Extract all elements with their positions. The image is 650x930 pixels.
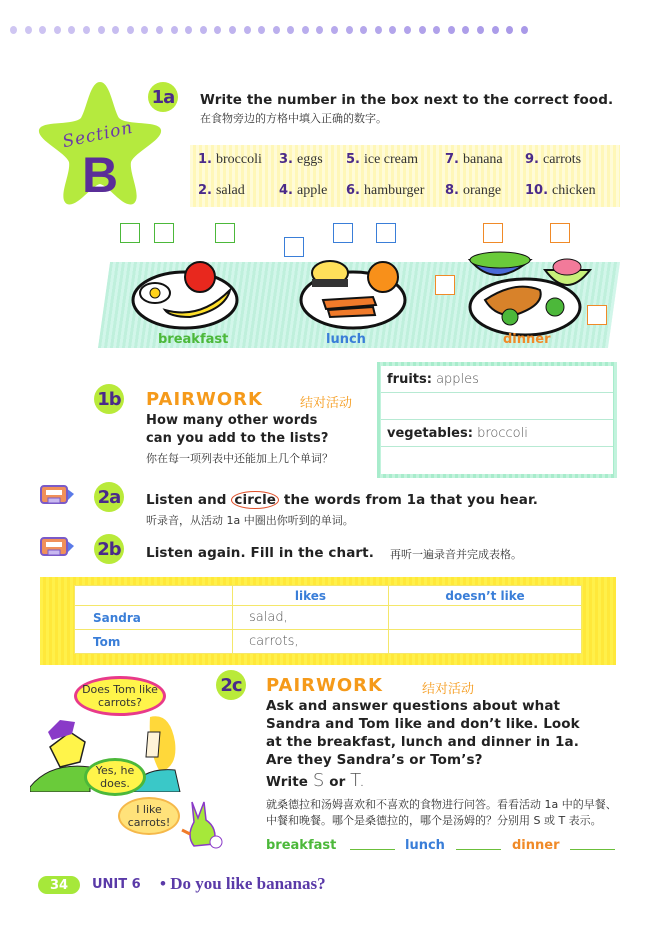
word-item: 9. carrots [525,152,582,167]
lunch-plate-illustration [298,255,408,335]
decorative-dot [316,26,323,34]
speech-bubble-answer: Yes, he does. [84,758,146,796]
ex2c-line-3: at the breakfast, lunch and dinner in 1a. [266,734,579,750]
answer-blank-dinner[interactable] [570,849,615,850]
ex1a-instruction-cn: 在食物旁边的方格中填入正确的数字。 [200,112,387,125]
answer-blank-breakfast[interactable] [350,849,395,850]
decorative-dot [68,26,75,34]
word-item: 7. banana [445,152,503,167]
word-bank [190,145,620,207]
list-row-blank[interactable] [381,393,613,420]
table-row [75,606,582,630]
exercise-badge-2c: 2c [216,670,246,700]
chart-cell-dislikes[interactable] [389,606,582,630]
ex2c-write-line: Write S or T. [266,770,365,791]
chart-header-doesnt-like: doesn’t like [389,586,582,606]
answer-box-dinner-broccoli[interactable] [587,305,607,325]
ex2b-instruction: Listen again. Fill in the chart. [146,545,374,561]
chart-header-likes: likes [233,586,389,606]
list-row-vegetables[interactable]: vegetables: broccoli [381,420,613,447]
ex2c-pairwork-title: PAIRWORK [266,675,383,696]
list-row-blank[interactable] [381,447,613,474]
decorative-dot [127,26,134,34]
answer-box-breakfast-eggs[interactable] [120,223,140,243]
word-item: 10. chicken [525,183,596,198]
answer-blank-lunch[interactable] [456,849,501,850]
rabbit-illustration [180,800,225,850]
decorative-dot [433,26,440,34]
dinner-plate-illustration [455,245,605,340]
decorative-dot [506,26,513,34]
list-row-fruits[interactable]: fruits: apples [381,366,613,393]
ex2c-line-2: Sandra and Tom like and don’t like. Look [266,716,580,732]
word-item: 2. salad [198,183,245,198]
decorative-dot [375,26,382,34]
ex2c-line-1: Ask and answer questions about what [266,698,561,714]
decorative-dot [477,26,484,34]
ex2c-line-4: Are they Sandra’s or Tom’s? [266,752,483,768]
likes-chart-panel [40,577,616,665]
decorative-dot [229,26,236,34]
decorative-dot [244,26,251,34]
decorative-dot [389,26,396,34]
word-item: 3. eggs [279,152,323,167]
decorative-dot [185,26,192,34]
decorative-dot [258,26,265,34]
chart-cell-likes[interactable]: carrots, [233,630,389,654]
word-list-box [377,362,617,478]
decorative-dot [346,26,353,34]
answer-box-dinner-icecream[interactable] [550,223,570,243]
word-item: 4. apple [279,183,328,198]
decorative-dot [448,26,455,34]
chart-row-name: Tom [75,630,233,654]
chart-header-blank [75,586,233,606]
decorative-dot [39,26,46,34]
word-item: 5. ice cream [346,152,418,167]
answer-box-lunch-hamburger[interactable] [333,223,353,243]
ex2a-instruction: Listen and circle the words from 1a that you hear. [146,492,539,508]
decorative-dot [10,26,17,34]
meal-label-breakfast: breakfast [158,332,229,347]
decorative-dot [302,26,309,34]
page-number: 34 [38,876,80,894]
cassette-tape-icon [40,536,74,558]
decorative-dot [156,26,163,34]
ex2c-pairwork-title-cn: 结对活动 [422,682,475,697]
section-label: Section [60,117,135,153]
chart-row-name: Sandra [75,606,233,630]
exercise-badge-1b: 1b [94,384,124,414]
ex2b-instruction-cn: 再听一遍录音并完成表格。 [390,548,522,561]
section-letter: B [82,147,119,203]
decorative-dot [404,26,411,34]
ex1b-instruction-cn: 你在每一项列表中还能加上几个单词？ [146,452,333,465]
answer-box-dinner-salad[interactable] [483,223,503,243]
speech-bubble-question: Does Tom like carrots? [74,676,166,716]
exercise-badge-1a: 1a [148,82,178,112]
breakfast-plate-illustration [130,255,240,335]
ex2a-instruction-cn: 听录音，从活动 1a 中圈出你听到的单词。 [146,514,354,527]
answer-label-breakfast: breakfast [266,838,337,853]
decorative-dot [98,26,105,34]
decorative-dot [273,26,280,34]
decorative-dot [462,26,469,34]
ex1b-line-1: How many other words [146,413,318,428]
answer-label-dinner: dinner [512,838,560,853]
likes-chart-table [74,585,582,654]
decorative-dot [200,26,207,34]
decorative-dot [112,26,119,34]
answer-box-breakfast-banana[interactable] [215,223,235,243]
table-row [75,630,582,654]
unit-title: • Do you like bananas? [160,874,326,893]
decorative-dot [171,26,178,34]
decorative-dot [521,26,528,34]
meal-label-lunch: lunch [326,332,366,347]
ex1a-instruction: Write the number in the box next to the correct food. [200,92,614,108]
meal-label-dinner: dinner [503,332,551,347]
exercise-badge-2b: 2b [94,534,124,564]
answer-box-lunch-carrots[interactable] [284,237,304,257]
decorative-dot [141,26,148,34]
decorative-dot [214,26,221,34]
ex1b-pairwork-title-cn: 结对活动 [300,396,353,411]
answer-box-breakfast-apple[interactable] [154,223,174,243]
decorative-dot [360,26,367,34]
speech-bubble-rabbit: I like carrots! [118,797,180,835]
decorative-dot [419,26,426,34]
word-item: 1. broccoli [198,152,262,167]
decorative-dot [54,26,61,34]
cassette-tape-icon [40,484,74,506]
decorative-dot [25,26,32,34]
ex2c-instruction-cn-1: 就桑德拉和汤姆喜欢和不喜欢的食物进行问答。看看活动 1a 中的早餐、 [266,798,617,811]
exercise-badge-2a: 2a [94,482,124,512]
chart-cell-dislikes[interactable] [389,630,582,654]
circled-word: circle [231,491,279,509]
answer-box-dinner-chicken[interactable] [435,275,455,295]
ex1b-line-2: can you add to the lists? [146,431,329,446]
answer-label-lunch: lunch [405,838,445,853]
word-item: 6. hamburger [346,183,425,198]
decorative-dot [492,26,499,34]
chart-cell-likes[interactable]: salad, [233,606,389,630]
decorative-dot [83,26,90,34]
ex1b-pairwork-title: PAIRWORK [146,389,263,410]
decorative-dot [287,26,294,34]
decorative-dot [331,26,338,34]
answer-box-lunch-orange[interactable] [376,223,396,243]
unit-label: UNIT 6 [92,877,141,892]
word-item: 8. orange [445,183,502,198]
decorative-dot-row [10,26,650,38]
ex2c-instruction-cn-2: 中餐和晚餐。哪个是桑德拉的，哪个是汤姆的？分别用 S 或 T 表示。 [266,814,602,827]
